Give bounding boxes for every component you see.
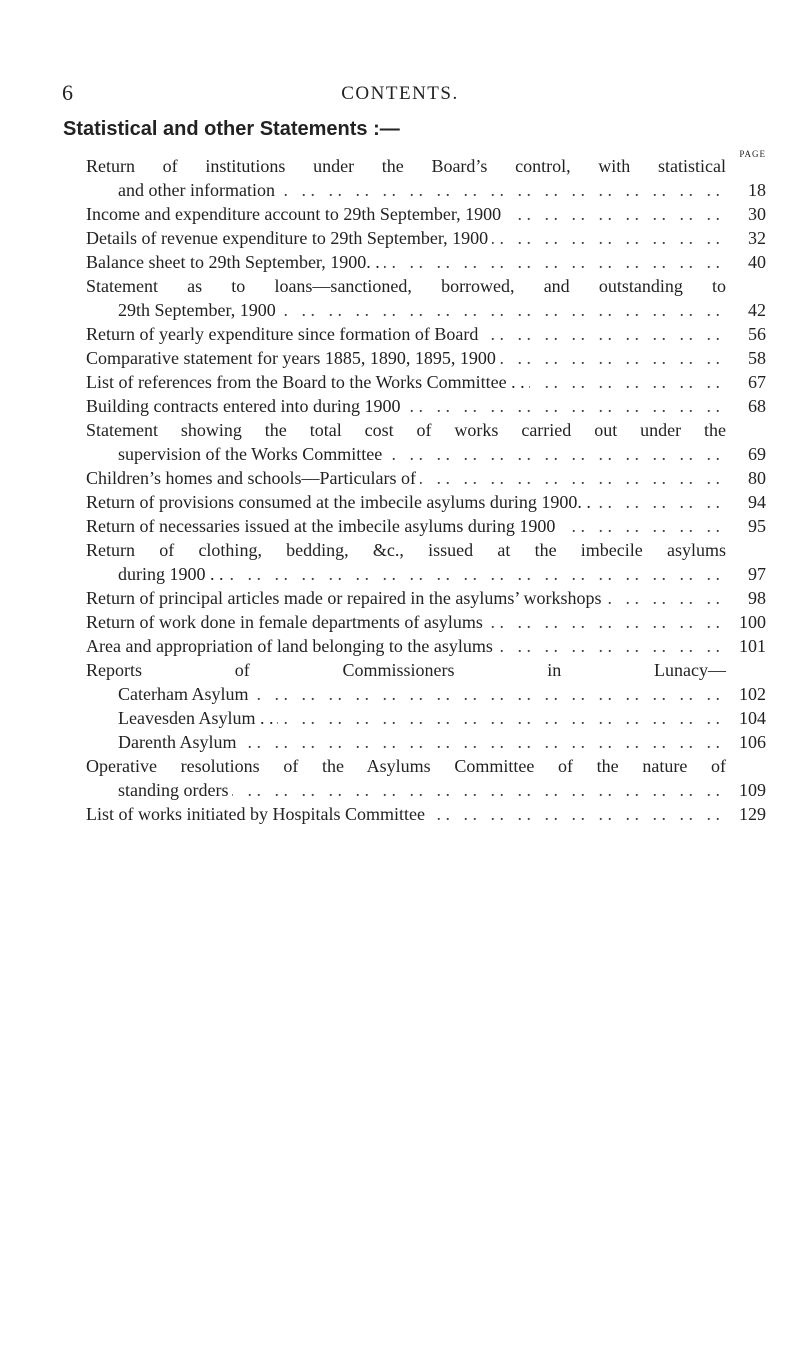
toc-entry-page: 98 (742, 586, 766, 610)
toc-entry-page: 58 (742, 346, 766, 370)
toc-entry (86, 538, 766, 562)
toc-entry (86, 562, 766, 586)
toc-entry-title: Statement showing the total cost of works carried out under the (86, 418, 730, 442)
toc-entry-page: 100 (733, 610, 766, 634)
page-number: 6 (62, 80, 73, 105)
toc-entry (86, 154, 766, 178)
toc-entry-title: during 1900 . . (118, 564, 228, 584)
toc-entry-page: 94 (742, 490, 766, 514)
running-title: CONTENTS. (341, 83, 459, 104)
toc-entry-page: 68 (742, 394, 766, 418)
toc-entry (86, 466, 766, 490)
toc-entry (86, 802, 766, 826)
toc-entry (86, 442, 766, 466)
toc-entry-title: Return of work done in female departments of asylums (86, 612, 487, 632)
toc-entry-page: 104 (733, 706, 766, 730)
toc-entry-title: Reports of Commissioners in Lunacy— (86, 658, 730, 682)
toc-entry-title: Area and appropriation of land belonging to the asylums (86, 636, 497, 656)
toc-entry (86, 634, 766, 658)
toc-entry (86, 490, 766, 514)
toc-entry (86, 370, 766, 394)
toc-entry (86, 706, 766, 730)
toc-entry-title: Building contracts entered into during 1900 (86, 396, 404, 416)
toc-entry-page: 32 (742, 226, 766, 250)
toc-entry-title: Comparative statement for years 1885, 1890, 1895, 1900 (86, 348, 500, 368)
toc-entry-title: Statement as to loans—sanctioned, borrowed, and outstanding to (86, 274, 730, 298)
toc-entry-title: Return of clothing, bedding, &c., issued at the imbecile asylums (86, 538, 730, 562)
toc-entry-title: and other information (118, 180, 279, 200)
toc-entry (86, 394, 766, 418)
toc-entry (86, 250, 766, 274)
toc-entry (86, 202, 766, 226)
toc-entry-title: Return of yearly expenditure since formation of Board (86, 324, 482, 344)
toc-entry-page: 129 (733, 802, 766, 826)
toc-entry-page: 30 (742, 202, 766, 226)
toc-entry-title: List of references from the Board to the Works Committee . . (86, 372, 529, 392)
toc-entry-page: 109 (733, 778, 766, 802)
toc-entry (86, 514, 766, 538)
toc-entry-title: Return of necessaries issued at the imbecile asylums during 1900 (86, 516, 559, 536)
toc-entry-title: Leavesden Asylum . . (118, 708, 277, 728)
section-heading: Statistical and other Statements :— (63, 118, 400, 140)
contents-list (86, 154, 766, 826)
toc-entry-page: 106 (733, 730, 766, 754)
toc-entry-page: 95 (742, 514, 766, 538)
toc-entry-page: 18 (742, 178, 766, 202)
toc-entry (86, 730, 766, 754)
toc-entry-title: Income and expenditure account to 29th September, 1900 (86, 204, 505, 224)
toc-entry-title: Return of principal articles made or repaired in the asylums’ workshops (86, 588, 606, 608)
toc-entry-title: supervision of the Works Committee (118, 444, 386, 464)
toc-entry (86, 274, 766, 298)
toc-entry-page: 67 (742, 370, 766, 394)
toc-entry (86, 226, 766, 250)
toc-entry-title: Operative resolutions of the Asylums Committee of the nature of (86, 754, 730, 778)
toc-entry-title: 29th September, 1900 (118, 300, 280, 320)
toc-entry-title: Return of provisions consumed at the imbecile asylums during 1900. . (86, 492, 595, 512)
toc-entry-page: 42 (742, 298, 766, 322)
toc-entry-title: Return of institutions under the Board’s control, with statistical (86, 154, 730, 178)
toc-entry-title: standing orders (118, 780, 232, 800)
toc-entry-page: 97 (742, 562, 766, 586)
toc-entry-page: 69 (742, 442, 766, 466)
toc-entry (86, 178, 766, 202)
toc-entry (86, 754, 766, 778)
toc-entry-page: 40 (742, 250, 766, 274)
page-column-label: PAGE (739, 149, 766, 159)
toc-entry (86, 346, 766, 370)
toc-entry (86, 658, 766, 682)
toc-entry (86, 682, 766, 706)
toc-entry (86, 418, 766, 442)
toc-entry-title: Children’s homes and schools—Particulars of (86, 468, 420, 488)
toc-entry-title: List of works initiated by Hospitals Committee (86, 804, 429, 824)
toc-entry-page: 101 (733, 634, 766, 658)
toc-entry (86, 322, 766, 346)
toc-entry-title: Darenth Asylum (118, 732, 241, 752)
toc-entry-page: 56 (742, 322, 766, 346)
toc-entry-title: Caterham Asylum (118, 684, 252, 704)
toc-entry (86, 610, 766, 634)
toc-entry (86, 586, 766, 610)
toc-entry-page: 102 (733, 682, 766, 706)
toc-entry (86, 778, 766, 802)
toc-entry-page: 80 (742, 466, 766, 490)
toc-entry (86, 298, 766, 322)
toc-entry-title: Details of revenue expenditure to 29th September, 1900 (86, 228, 492, 248)
toc-entry-title: Balance sheet to 29th September, 1900. . (86, 252, 384, 272)
